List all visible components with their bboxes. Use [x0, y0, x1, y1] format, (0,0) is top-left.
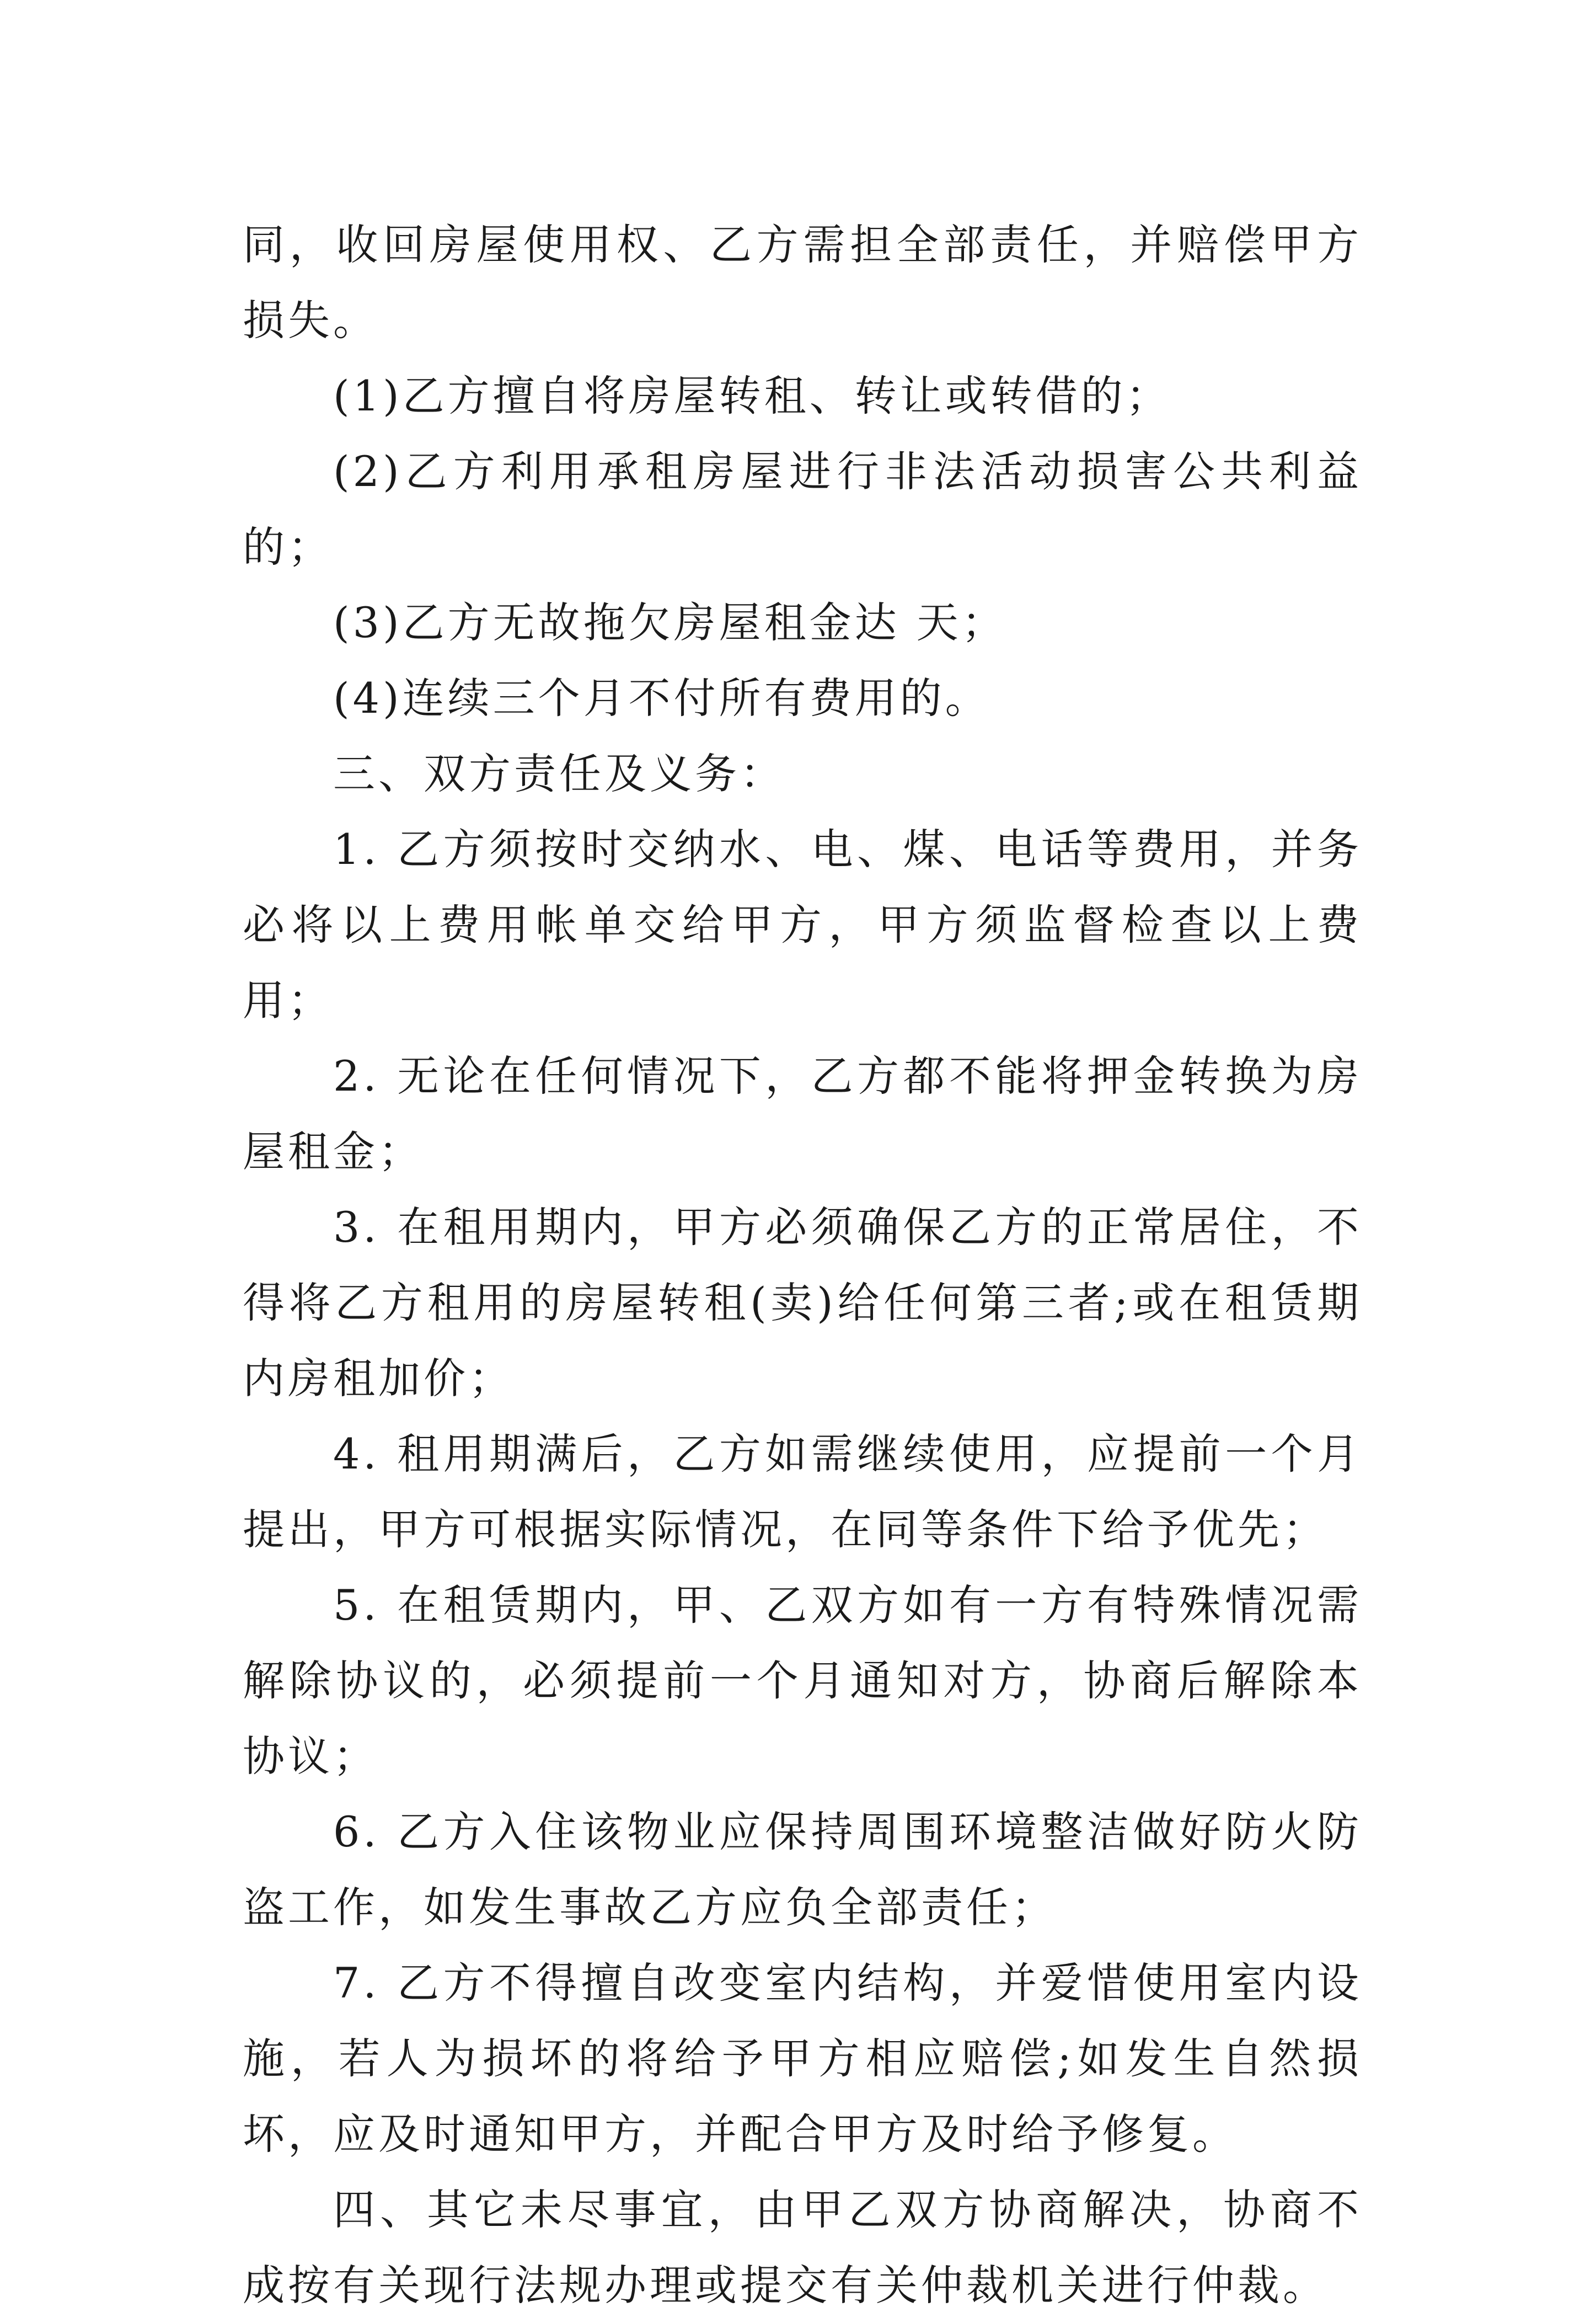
section-heading-responsibilities: 三、双方责任及义务： [333, 749, 785, 798]
document-body [243, 207, 1362, 2323]
paragraph-clause-4: (4)连续三个月不付所有费用的。 [333, 674, 990, 723]
paragraph-continuation: 同，收回房屋使用权、乙方需担全部责任，并赔偿甲方损失。 [243, 220, 1362, 345]
paragraph-item-2: 2. 无论在任何情况下，乙方都不能将押金转换为房屋租金； [243, 1051, 1362, 1176]
paragraph-clause-3: (3)乙方无故拖欠房屋租金达 天； [333, 598, 1007, 647]
paragraph-item-3: 3. 在租用期内，甲方必须确保乙方的正常居住，不得将乙方租用的房屋转租(卖)给任何第三者;或在租赁期内房租加价； [243, 1203, 1362, 1403]
paragraph-item-7: 7. 乙方不得擅自改变室内结构，并爱惜使用室内设施，若人为损坏的将给予甲方相应赔偿;如发生自然损坏，应及时通知甲方，并配合甲方及时给予修复。 [243, 1958, 1362, 2159]
paragraph-clause-2: (2)乙方利用承租房屋进行非法活动损害公共利益的； [243, 447, 1362, 572]
paragraph-item-5: 5. 在租赁期内，甲、乙双方如有一方有特殊情况需解除协议的，必须提前一个月通知对方，协商后解除本协议； [243, 1580, 1362, 1781]
paragraph-clause-1: (1)乙方擅自将房屋转租、转让或转借的； [333, 371, 1171, 420]
paragraph-item-1: 1. 乙方须按时交纳水、电、煤、电话等费用，并务必将以上费用帐单交给甲方，甲方须监督检查以上费用； [243, 825, 1362, 1025]
paragraph-item-6: 6. 乙方入住该物业应保持周围环境整洁做好防火防盗工作，如发生事故乙方应负全部责任； [243, 1807, 1362, 1932]
paragraph-item-4: 4. 租用期满后，乙方如需继续使用，应提前一个月提出，甲方可根据实际情况，在同等条件下给予优先； [243, 1429, 1362, 1554]
section-other-matters: 四、其它未尽事宜，由甲乙双方协商解决，协商不成按有关现行法规办理或提交有关仲裁机关进行仲裁。 [243, 2185, 1362, 2310]
